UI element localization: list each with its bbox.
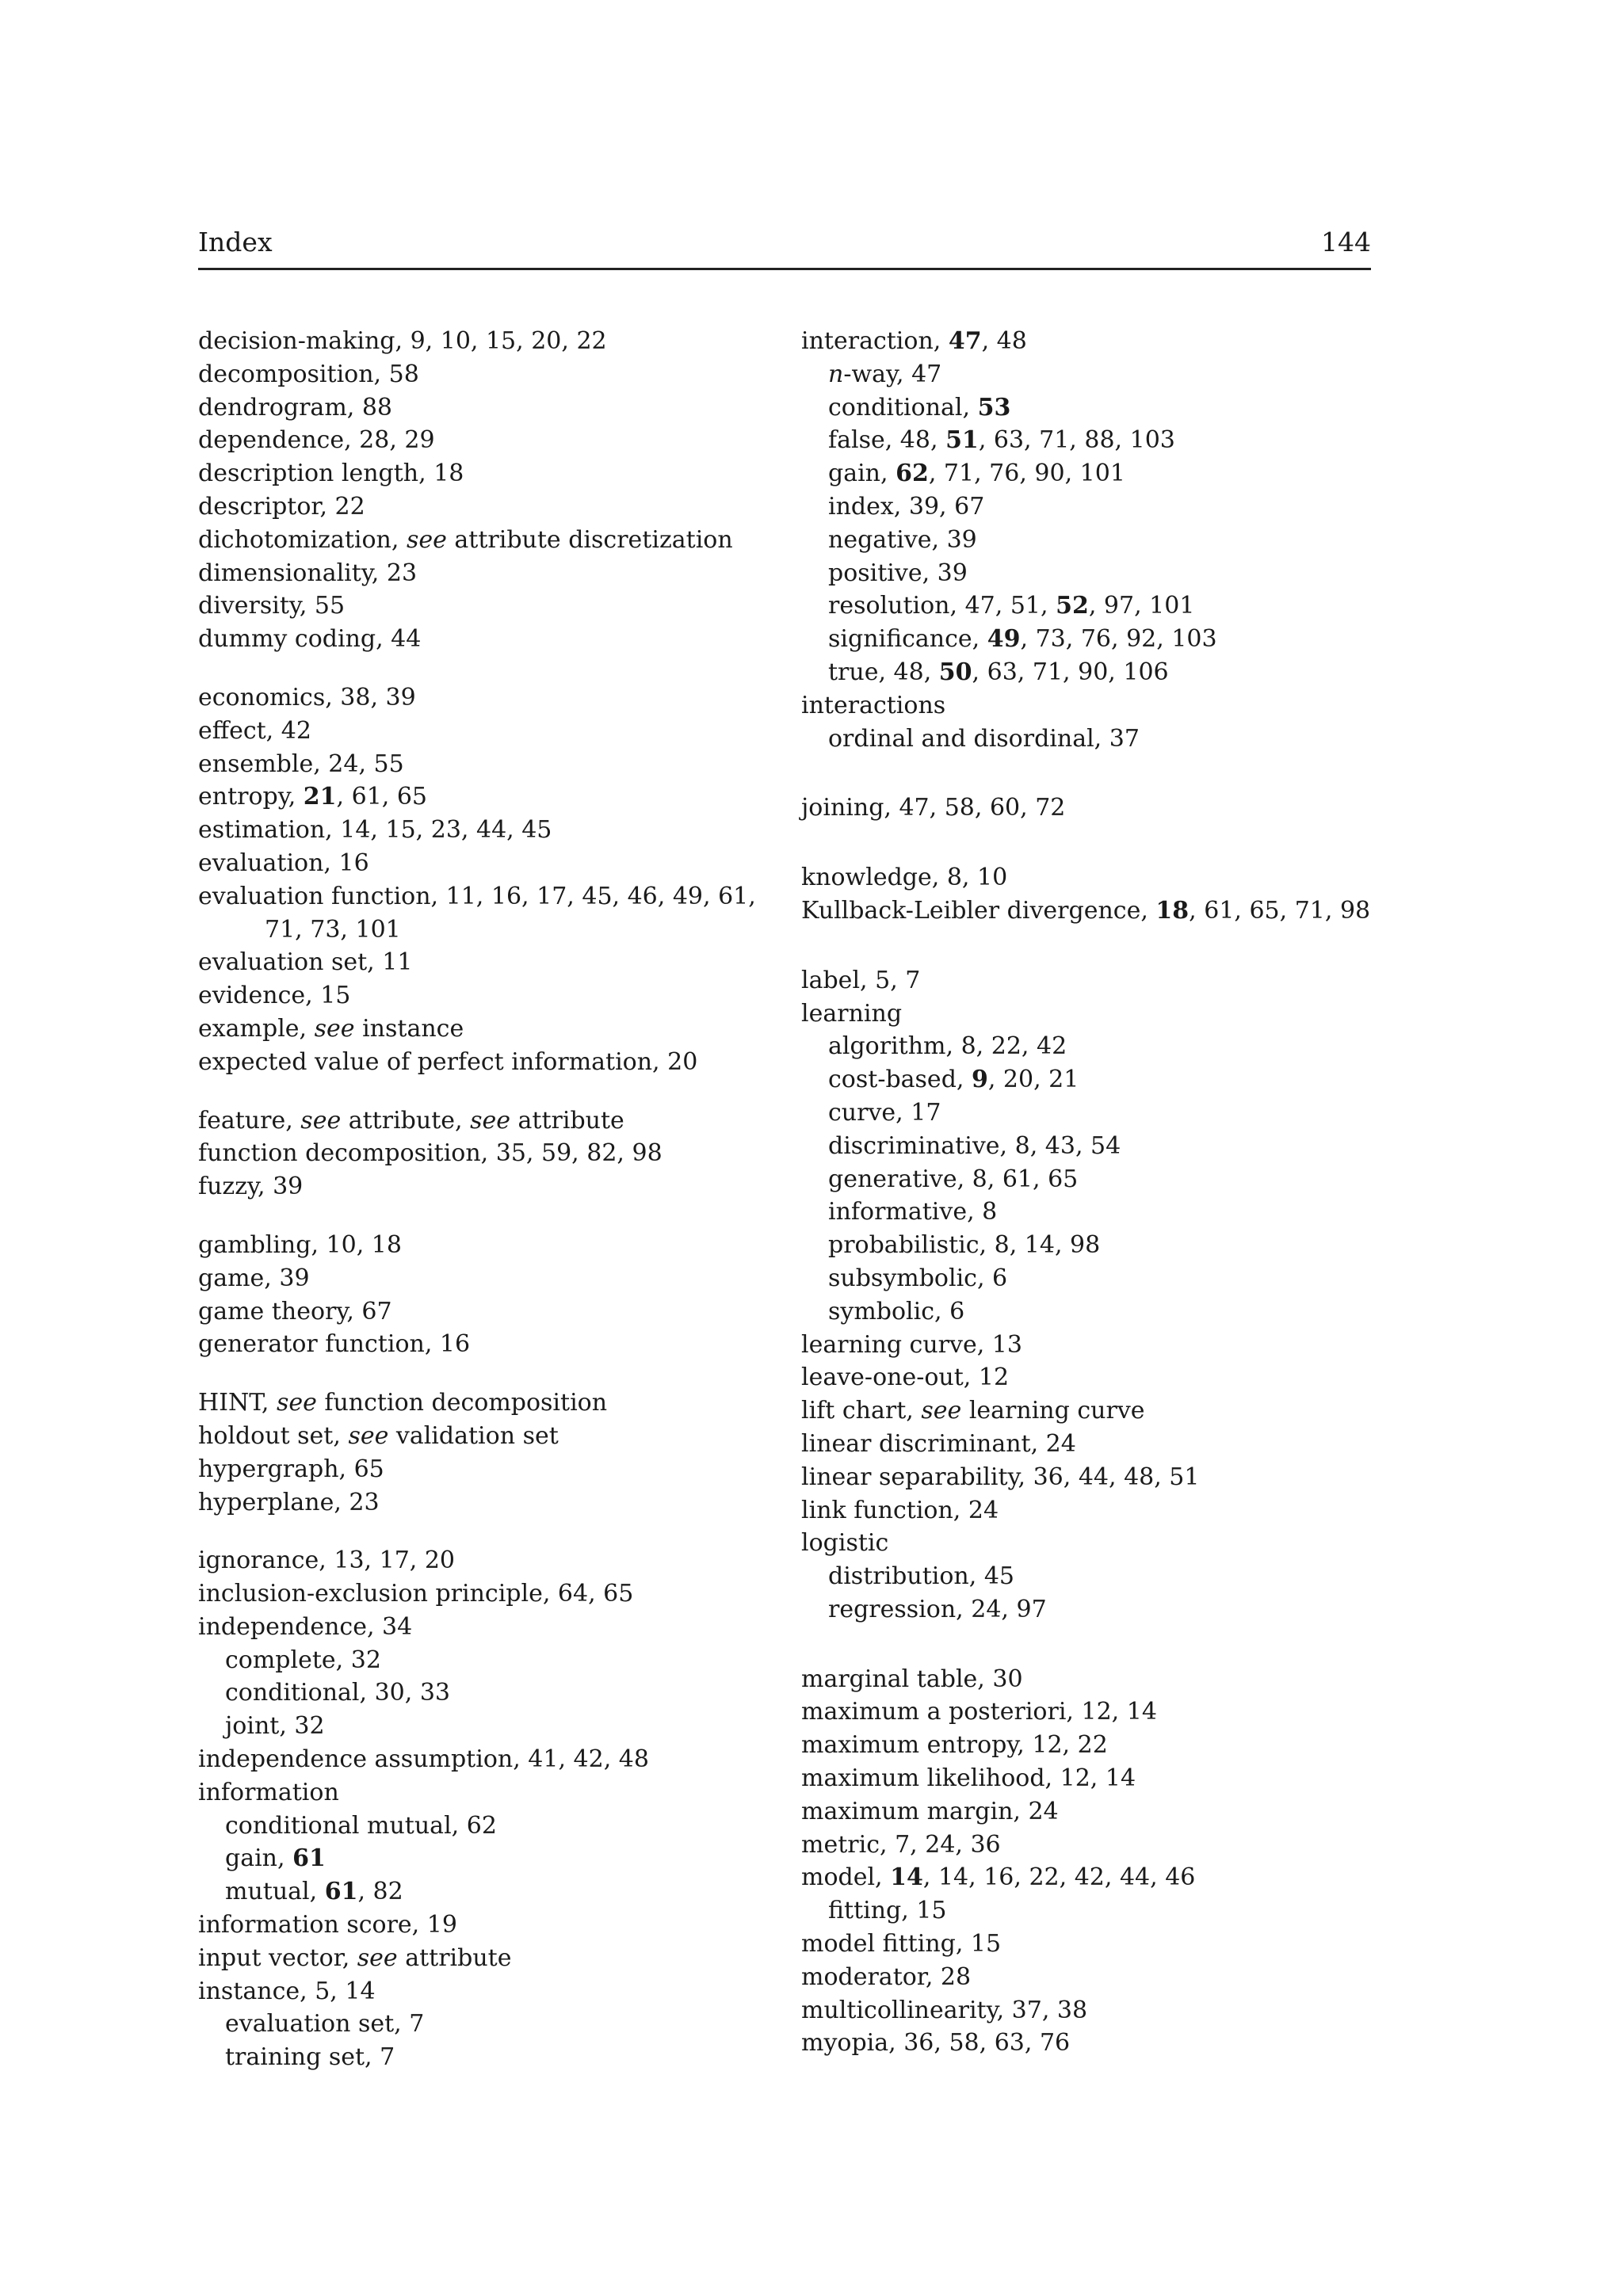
index-text: evidence, 15	[198, 982, 351, 1010]
page-title: Index	[198, 227, 273, 257]
index-italic-text: see	[406, 525, 447, 554]
page-header	[198, 227, 1371, 270]
index-text: learning curve	[961, 1397, 1145, 1425]
index-entry	[198, 623, 753, 656]
index-text: function decomposition, 35, 59, 82, 98	[198, 1139, 663, 1168]
index-subentry	[801, 1196, 1372, 1229]
index-subentry	[801, 524, 1372, 557]
index-text: independence assumption, 41, 42, 48	[198, 1745, 649, 1774]
index-text: logistic	[801, 1529, 889, 1558]
index-text: , 97, 101	[1088, 592, 1195, 620]
index-bold-page: 21	[303, 783, 337, 811]
index-entry	[801, 1994, 1372, 2027]
index-text: hypergraph, 65	[198, 1455, 384, 1483]
index-entry	[198, 424, 753, 457]
index-text: symbolic, 6	[828, 1297, 965, 1325]
index-text: -way, 47	[843, 360, 942, 388]
index-text: , 63, 71, 88, 103	[978, 426, 1175, 455]
index-subentry	[198, 1710, 753, 1743]
index-entry	[801, 1795, 1372, 1829]
index-entry	[198, 457, 753, 490]
index-text: game, 39	[198, 1264, 310, 1292]
index-entry-continuation	[198, 913, 753, 947]
index-text: maximum entropy, 12, 22	[801, 1731, 1108, 1760]
index-bold-page: 52	[1056, 592, 1089, 620]
index-entry	[198, 1137, 753, 1170]
index-text: learning	[801, 999, 903, 1028]
index-text: moderator, 28	[801, 1962, 972, 1991]
index-entry	[198, 681, 753, 715]
index-entry	[801, 1394, 1372, 1428]
index-text: label, 5, 7	[801, 966, 921, 994]
index-entry	[198, 1046, 753, 1079]
index-text: positive, 39	[828, 559, 968, 587]
index-entry	[801, 325, 1372, 358]
index-text: input vector,	[198, 1943, 357, 1972]
index-text: dummy coding, 44	[198, 625, 422, 654]
index-entry	[198, 1577, 753, 1611]
index-entry	[198, 880, 756, 913]
index-text: regression, 24, 97	[828, 1595, 1047, 1623]
index-text: interaction,	[801, 327, 949, 355]
index-subentry	[801, 557, 1372, 590]
index-text: , 71, 76, 90, 101	[928, 460, 1125, 488]
index-subentry	[801, 358, 1372, 391]
index-text: dimensionality, 23	[198, 559, 418, 587]
index-text: conditional mutual, 62	[225, 1811, 497, 1840]
index-entry	[801, 689, 1372, 723]
index-subentry	[801, 1163, 1372, 1196]
index-entry	[198, 1611, 753, 1644]
index-entry	[801, 1928, 1372, 1961]
index-entry	[801, 1461, 1372, 1494]
index-entry	[801, 2027, 1372, 2060]
index-text: game theory, 67	[198, 1297, 392, 1325]
index-text: linear separability, 36, 44, 48, 51	[801, 1463, 1200, 1491]
index-entry	[801, 964, 1372, 997]
index-entry	[198, 946, 753, 979]
index-subentry	[198, 1842, 753, 1875]
index-text: myopia, 36, 58, 63, 76	[801, 2029, 1071, 2058]
index-group-gap	[801, 755, 1372, 791]
index-entry	[801, 1494, 1372, 1527]
index-text: lift chart,	[801, 1397, 922, 1425]
index-text: evaluation function, 11, 16, 17, 45, 46, 49, 61,	[198, 882, 756, 910]
index-text: decomposition, 58	[198, 360, 419, 388]
index-text: evaluation set, 11	[198, 948, 413, 977]
index-bold-page: 51	[945, 426, 979, 455]
index-bold-page: 47	[948, 327, 982, 355]
index-entry	[198, 1544, 753, 1577]
index-subentry	[801, 1063, 1372, 1097]
index-entry	[198, 1776, 753, 1810]
index-subentry	[198, 2008, 753, 2041]
index-text: negative, 39	[828, 525, 977, 554]
index-entry	[198, 1942, 753, 1975]
index-text: generator function, 16	[198, 1330, 471, 1359]
index-text: HINT,	[198, 1389, 277, 1417]
index-text: training set, 7	[225, 2043, 395, 2072]
index-entry	[198, 1104, 753, 1138]
index-entry	[198, 1013, 753, 1046]
index-text: instance, 5, 14	[198, 1977, 376, 2005]
index-text: conditional,	[828, 393, 978, 421]
index-subentry	[801, 1894, 1372, 1928]
index-entry	[801, 1729, 1372, 1762]
index-column-left	[198, 325, 756, 2074]
index-subentry	[801, 457, 1372, 490]
index-subentry	[801, 589, 1372, 623]
index-entry	[801, 1329, 1372, 1362]
index-text: significance,	[828, 625, 987, 654]
index-bold-page: 14	[890, 1863, 923, 1892]
index-text: conditional, 30, 33	[225, 1679, 450, 1707]
index-entry	[801, 1762, 1372, 1795]
index-entry	[198, 391, 753, 425]
index-text: ensemble, 24, 55	[198, 749, 404, 778]
index-entry	[198, 1975, 753, 2008]
index-italic-text: see	[357, 1943, 398, 1972]
index-group-gap	[801, 825, 1372, 861]
index-group-gap	[198, 1203, 753, 1229]
index-entry	[801, 1961, 1372, 1994]
index-text: effect, 42	[198, 716, 311, 745]
index-subentry	[801, 1295, 1372, 1329]
index-subentry	[198, 1875, 753, 1909]
index-text: , 63, 71, 90, 106	[972, 658, 1169, 686]
index-text: , 14, 16, 22, 42, 44, 46	[922, 1863, 1196, 1892]
index-text: information score, 19	[198, 1911, 457, 1939]
index-text: maximum a posteriori, 12, 14	[801, 1698, 1157, 1726]
index-text: , 20, 21	[987, 1066, 1079, 1094]
index-text: gambling, 10, 18	[198, 1230, 402, 1259]
index-text: learning curve, 13	[801, 1330, 1022, 1359]
index-text: function decomposition	[316, 1389, 608, 1417]
index-text: marginal table, 30	[801, 1665, 1023, 1693]
index-entry	[801, 1829, 1372, 1862]
index-entry	[198, 1909, 753, 1942]
index-italic-text: n	[828, 360, 844, 388]
index-entry	[198, 1743, 753, 1776]
index-entry	[198, 1295, 753, 1329]
index-text: , 82	[357, 1878, 403, 1906]
index-text: instance	[354, 1014, 464, 1043]
index-text: hyperplane, 23	[198, 1488, 380, 1516]
index-subentry	[801, 623, 1372, 656]
index-entry	[198, 490, 753, 524]
index-text: attribute	[397, 1943, 512, 1972]
index-bold-page: 61	[292, 1844, 326, 1873]
index-entry	[198, 557, 753, 590]
index-subentry	[801, 1130, 1372, 1163]
index-subentry	[198, 1676, 753, 1710]
index-bold-page: 61	[324, 1878, 358, 1906]
index-text: fuzzy, 39	[198, 1173, 304, 1201]
index-text: maximum margin, 24	[801, 1797, 1059, 1825]
index-entry	[198, 979, 753, 1013]
index-entry	[198, 325, 753, 358]
index-entry	[198, 1453, 753, 1486]
index-text: discriminative, 8, 43, 54	[828, 1131, 1121, 1160]
index-bold-page: 18	[1155, 896, 1190, 925]
index-text: entropy,	[198, 783, 304, 811]
index-text: estimation, 14, 15, 23, 44, 45	[198, 816, 552, 845]
index-text: , 61, 65, 71, 98	[1189, 896, 1371, 925]
index-text: expected value of perfect information, 20	[198, 1047, 698, 1076]
index-subentry	[801, 391, 1372, 425]
index-group-gap	[801, 1627, 1372, 1663]
index-text: example,	[198, 1014, 315, 1043]
index-text: attribute discretization	[446, 525, 733, 554]
index-subentry	[801, 1560, 1372, 1593]
index-bold-page: 49	[987, 625, 1021, 654]
index-entry	[801, 1361, 1372, 1394]
index-subentry	[801, 723, 1372, 756]
index-entry	[198, 748, 753, 781]
index-text: dichotomization,	[198, 525, 407, 554]
index-text: mutual,	[225, 1878, 325, 1906]
index-text: ignorance, 13, 17, 20	[198, 1547, 456, 1575]
index-subentry	[198, 2041, 753, 2074]
index-entry	[801, 1861, 1372, 1894]
index-text: link function, 24	[801, 1496, 999, 1524]
index-entry	[801, 1695, 1372, 1729]
index-entry	[801, 861, 1372, 894]
index-entry	[801, 1428, 1372, 1461]
index-group-gap	[198, 1519, 753, 1544]
index-text: false, 48,	[828, 426, 946, 455]
index-group-gap	[801, 928, 1372, 964]
index-bold-page: 62	[896, 460, 929, 488]
index-entry	[198, 1229, 753, 1262]
index-subentry	[801, 1030, 1372, 1063]
index-text: knowledge, 8, 10	[801, 864, 1008, 892]
index-italic-text: see	[348, 1421, 389, 1450]
index-column-right	[801, 325, 1372, 2060]
index-text: dependence, 28, 29	[198, 426, 435, 455]
index-text: validation set	[388, 1421, 559, 1450]
index-entry	[198, 1262, 753, 1295]
index-entry	[198, 524, 753, 557]
index-text: gain,	[828, 460, 896, 488]
index-entry	[801, 1527, 1372, 1560]
index-entry	[198, 1386, 753, 1420]
index-text: algorithm, 8, 22, 42	[828, 1032, 1067, 1061]
index-text: model,	[801, 1863, 891, 1892]
page-number: 144	[1321, 227, 1371, 257]
index-text: , 48	[981, 327, 1027, 355]
index-bold-page: 9	[971, 1066, 988, 1094]
index-text: probabilistic, 8, 14, 98	[828, 1231, 1101, 1260]
index-subentry	[801, 1262, 1372, 1295]
index-text: cost-based,	[828, 1066, 972, 1094]
index-italic-text: see	[921, 1397, 962, 1425]
index-text: generative, 8, 61, 65	[828, 1165, 1079, 1193]
index-bold-page: 53	[977, 393, 1011, 421]
index-text: metric, 7, 24, 36	[801, 1830, 1001, 1859]
index-entry	[198, 1170, 753, 1203]
index-text: subsymbolic, 6	[828, 1264, 1008, 1292]
index-text: joint, 32	[225, 1712, 325, 1741]
index-text: interactions	[801, 691, 946, 719]
index-text: multicollinearity, 37, 38	[801, 1996, 1088, 2024]
index-entry	[198, 1420, 753, 1453]
index-text: index, 39, 67	[828, 492, 985, 521]
index-text: distribution, 45	[828, 1562, 1014, 1591]
index-italic-text: see	[314, 1014, 355, 1043]
index-text: attribute	[510, 1106, 624, 1135]
index-subentry	[801, 656, 1372, 689]
index-text: true, 48,	[828, 658, 939, 686]
index-text: leave-one-out, 12	[801, 1363, 1010, 1392]
index-entry	[801, 894, 1372, 928]
index-text: decision-making, 9, 10, 15, 20, 22	[198, 327, 607, 355]
index-text: independence, 34	[198, 1612, 413, 1641]
index-subentry	[198, 1810, 753, 1843]
index-text: 71, 73, 101	[265, 915, 401, 944]
index-subentry	[801, 424, 1372, 457]
index-text: evaluation set, 7	[225, 2010, 425, 2039]
index-subentry	[198, 1644, 753, 1677]
index-text: maximum likelihood, 12, 14	[801, 1764, 1136, 1793]
index-text: model fitting, 15	[801, 1930, 1002, 1958]
index-text: , 61, 65	[336, 783, 428, 811]
index-text: joining, 47, 58, 60, 72	[801, 794, 1066, 822]
index-entry	[198, 780, 753, 814]
index-entry	[198, 589, 753, 623]
index-text: feature,	[198, 1106, 301, 1135]
index-entry	[198, 847, 753, 880]
index-text: complete, 32	[225, 1646, 381, 1674]
index-text: informative, 8	[828, 1198, 998, 1226]
index-text: linear discriminant, 24	[801, 1429, 1076, 1458]
index-italic-text: see	[276, 1389, 317, 1417]
index-text: dendrogram, 88	[198, 393, 393, 421]
index-entry	[198, 1328, 753, 1361]
index-entry	[801, 1663, 1372, 1696]
index-entry	[801, 791, 1372, 825]
index-text: curve, 17	[828, 1098, 941, 1127]
index-group-gap	[198, 1361, 753, 1386]
index-text: descriptor, 22	[198, 492, 365, 521]
index-entry	[198, 814, 753, 847]
index-italic-text: see	[300, 1106, 342, 1135]
index-text: evaluation, 16	[198, 849, 369, 877]
index-text: ordinal and disordinal, 37	[828, 724, 1140, 753]
index-subentry	[801, 1229, 1372, 1262]
index-text: information	[198, 1778, 339, 1806]
index-text: attribute,	[341, 1106, 471, 1135]
index-text: gain,	[225, 1844, 293, 1873]
index-text: , 73, 76, 92, 103	[1020, 625, 1217, 654]
index-subentry	[801, 1593, 1372, 1627]
index-text: description length, 18	[198, 460, 464, 488]
index-entry	[198, 1486, 753, 1520]
index-text: resolution, 47, 51,	[828, 592, 1056, 620]
index-group-gap	[198, 656, 753, 681]
index-entry	[198, 358, 753, 391]
index-italic-text: see	[470, 1106, 510, 1135]
index-text: holdout set,	[198, 1421, 349, 1450]
index-entry	[801, 997, 1372, 1031]
index-text: Kullback-Leibler divergence,	[801, 896, 1156, 925]
index-subentry	[801, 490, 1372, 524]
index-group-gap	[198, 1079, 753, 1104]
index-entry	[198, 715, 753, 748]
index-text: inclusion-exclusion principle, 64, 65	[198, 1580, 634, 1608]
index-text: economics, 38, 39	[198, 683, 416, 711]
index-text: diversity, 55	[198, 592, 346, 620]
index-text: fitting, 15	[828, 1897, 947, 1925]
index-bold-page: 50	[938, 658, 972, 686]
index-subentry	[801, 1097, 1372, 1130]
